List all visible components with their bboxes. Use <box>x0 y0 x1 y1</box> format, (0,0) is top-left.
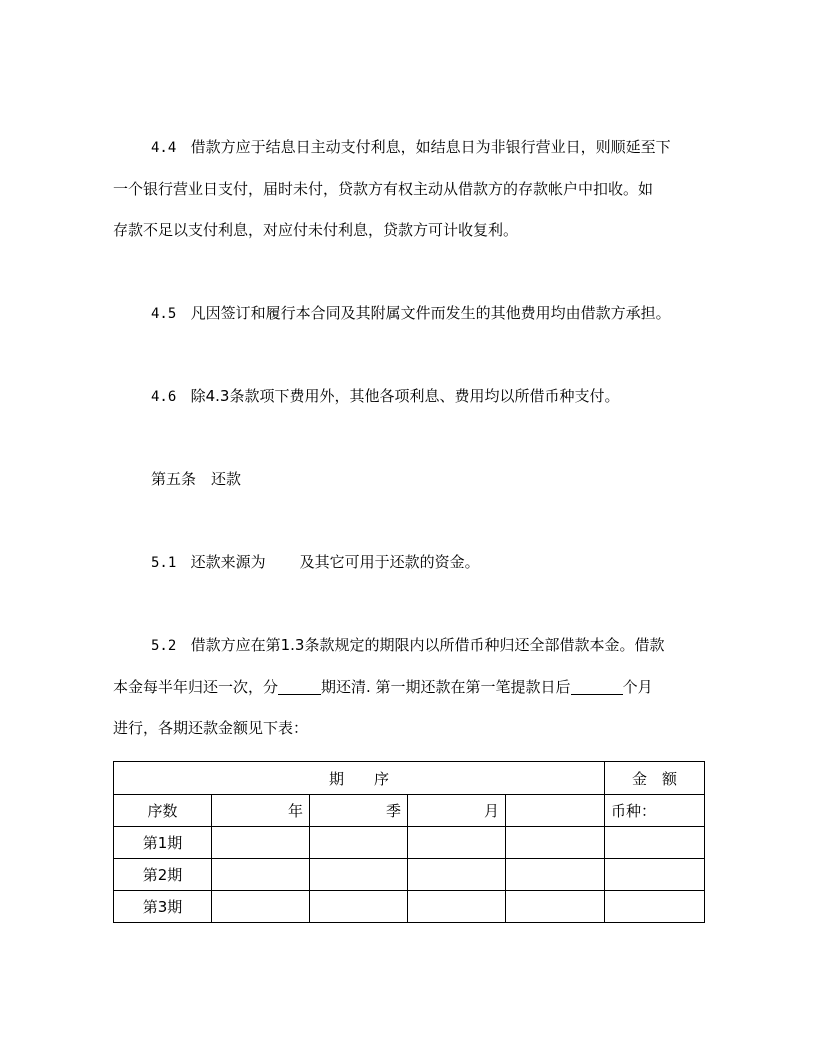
table-cell[interactable] <box>310 859 408 891</box>
clause-text-c: 个月 <box>622 678 653 696</box>
col-season: 季 <box>310 795 408 827</box>
clause-number: 4.5 <box>151 306 177 322</box>
table-row <box>114 859 705 891</box>
table-subheader-row <box>114 795 705 827</box>
clause-5-2-line-3: 进行，各期还款金额见下表： <box>113 719 309 737</box>
clause-4-4 <box>113 127 703 251</box>
clause-text: 借款方应在第1.3条款规定的期限内以所借币种归还全部借款本金。借款 <box>190 636 665 654</box>
table-header-row <box>114 762 705 795</box>
table-cell[interactable] <box>506 859 605 891</box>
table-cell[interactable] <box>605 827 705 859</box>
clause-text-after: 及其它可用于还款的资金。 <box>299 553 480 571</box>
clause-number: 5.1 <box>151 555 177 571</box>
header-period: 期 序 <box>114 762 605 795</box>
table-cell[interactable] <box>506 891 605 923</box>
clause-4-6 <box>113 376 703 418</box>
header-amount: 金 额 <box>605 762 705 795</box>
table-cell[interactable] <box>408 891 506 923</box>
row-label: 第3期 <box>114 891 212 923</box>
clause-5-2-line-1 <box>113 625 703 667</box>
table-row <box>114 891 705 923</box>
table-cell[interactable] <box>605 891 705 923</box>
table-cell[interactable] <box>310 891 408 923</box>
article-5-heading <box>113 459 703 500</box>
clause-4-4-line-3: 存款不足以支付利息，对应付未付利息，贷款方可计收复利。 <box>113 221 519 239</box>
row-label: 第1期 <box>114 827 212 859</box>
table-cell[interactable] <box>506 827 605 859</box>
col-month: 月 <box>408 795 506 827</box>
clause-text: 凡因签订和履行本合同及其附属文件而发生的其他费用均由借款方承担。 <box>190 304 671 322</box>
installments-count-blank[interactable] <box>278 676 321 695</box>
table-cell[interactable] <box>310 827 408 859</box>
table-cell[interactable] <box>408 859 506 891</box>
clause-4-4-line-2: 一个银行营业日支付，届时未付，贷款方有权主动从借款方的存款帐户中扣收。如 <box>113 180 654 198</box>
clause-4-4-line-1 <box>113 127 703 169</box>
col-seq: 序数 <box>114 795 212 827</box>
repayment-schedule-table <box>113 761 705 923</box>
clause-4-5 <box>113 293 703 335</box>
table-cell[interactable] <box>212 827 310 859</box>
clause-5-2-line-2 <box>113 667 703 708</box>
row-label: 第2期 <box>114 859 212 891</box>
col-year: 年 <box>212 795 310 827</box>
table-cell[interactable] <box>212 891 310 923</box>
clause-number: 5.2 <box>151 638 177 654</box>
clause-text: 借款方应于结息日主动支付利息，如结息日为非银行营业日，则顺延至下 <box>190 138 671 156</box>
clause-5-1 <box>113 542 703 584</box>
clause-number: 4.6 <box>151 389 177 405</box>
article-heading: 第五条 还款 <box>151 470 242 488</box>
table-cell[interactable] <box>212 859 310 891</box>
clause-text-b: 期还清. 第一期还款在第一笔提款日后 <box>321 678 571 696</box>
table-cell[interactable] <box>408 827 506 859</box>
months-after-drawdown-blank[interactable] <box>571 676 623 695</box>
col-blank <box>506 795 605 827</box>
clause-number: 4.4 <box>151 140 177 156</box>
clause-5-2 <box>113 625 703 749</box>
table-row <box>114 827 705 859</box>
clause-text-before: 还款来源为 <box>190 553 266 571</box>
clause-text: 除4.3条款项下费用外，其他各项利息、费用均以所借币种支付。 <box>190 387 620 405</box>
col-currency: 币种： <box>605 795 705 827</box>
clause-text-a: 本金每半年归还一次，分 <box>113 678 279 696</box>
table-cell[interactable] <box>605 859 705 891</box>
